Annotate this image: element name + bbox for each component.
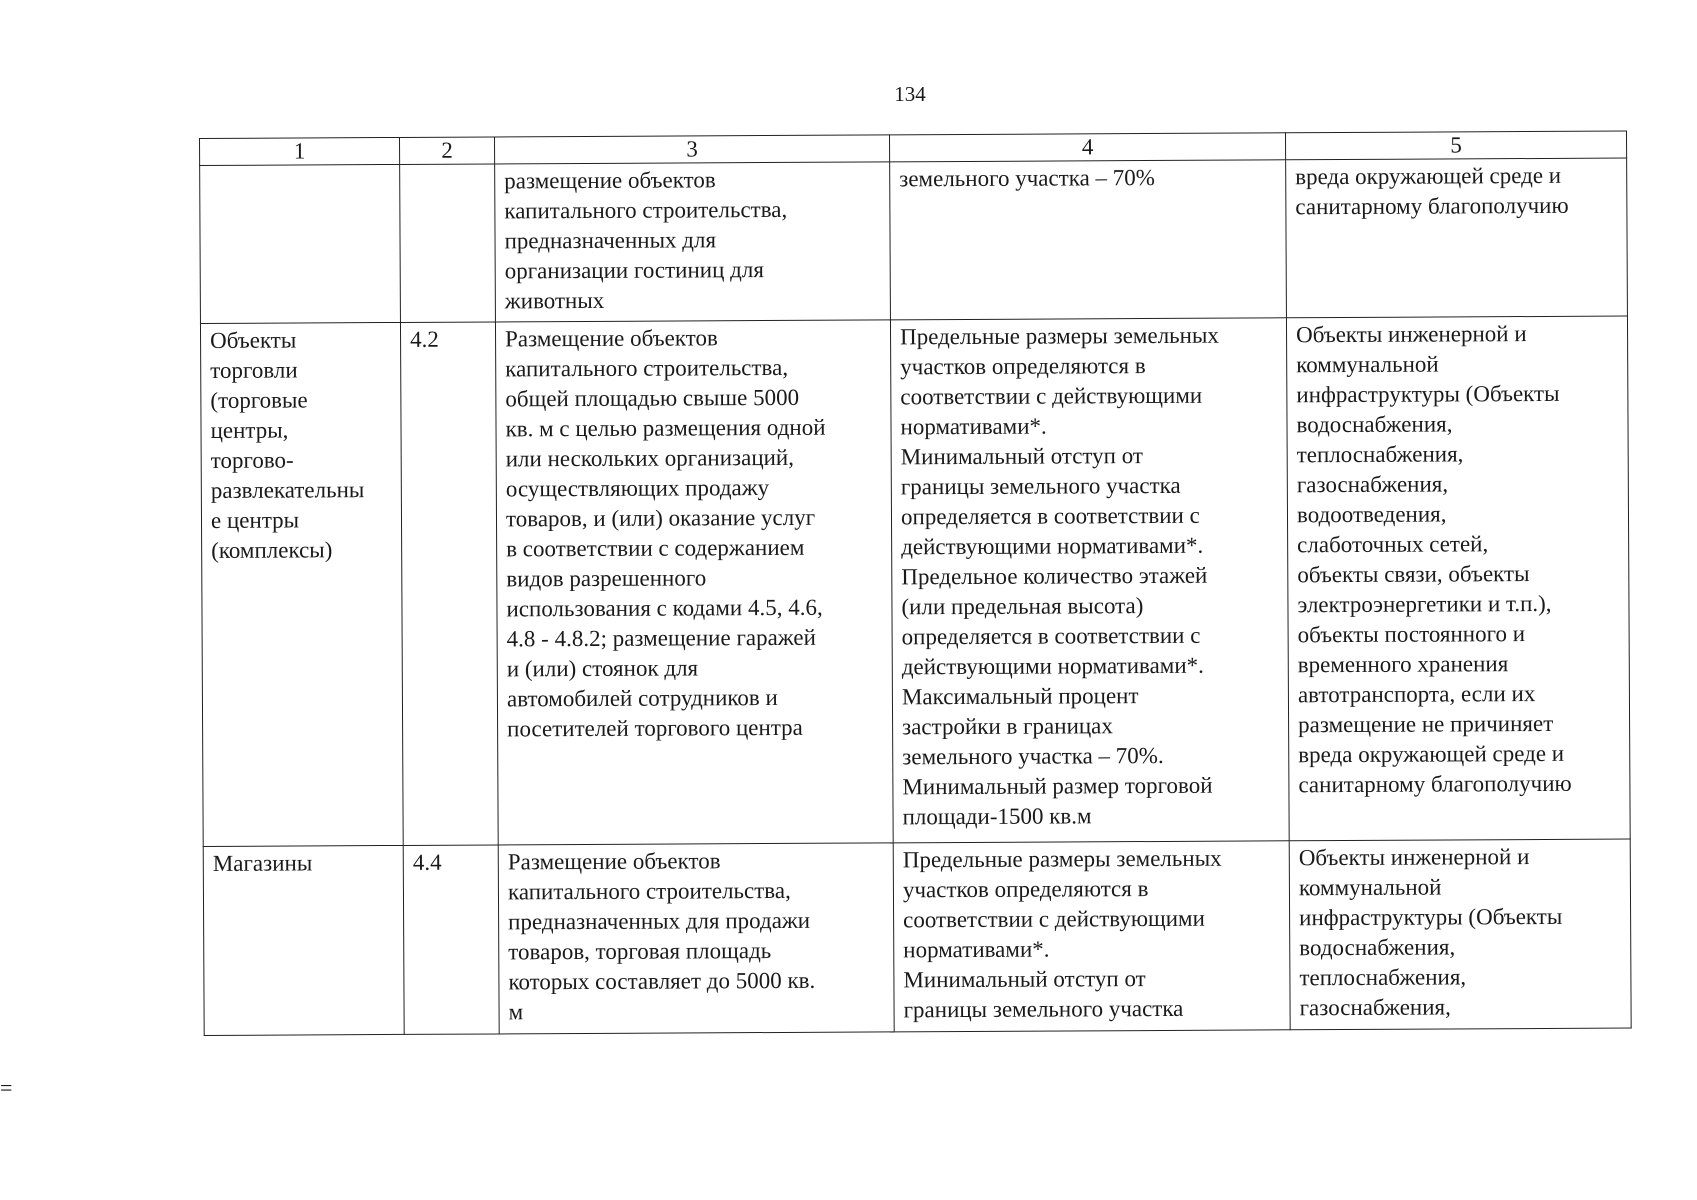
use-name-cell <box>200 164 401 323</box>
table-row <box>200 158 1628 323</box>
column-header: 3 <box>494 135 889 164</box>
column-header: 4 <box>889 133 1285 162</box>
use-code-cell <box>400 164 496 322</box>
column-header: 1 <box>200 137 400 165</box>
page-number: 134 <box>894 82 926 106</box>
column-header: 5 <box>1285 131 1626 160</box>
parameters-cell: Предельные размеры земельных участков определяются в соответствии с действующими нормативами*. Минимальный отступ от границы земельного участка <box>893 841 1290 1032</box>
parameters-cell: земельного участка – 70% <box>890 160 1287 320</box>
land-use-table <box>199 131 1632 1036</box>
auxiliary-uses-cell: вреда окружающей среде и санитарному благополучию <box>1286 158 1628 318</box>
parameters-cell: Предельные размеры земельных участков определяются в соответствии с действующими нормативами*. Минимальный отступ от границы земельного участка определяется в соответствии с действующими нормативами*. Предельное количество этажей (или предельная высота) определяется в соответствии с действующими нормативами*. Максимальный процент застройки в границах земельного участка – 70%. Минимальный размер торговой площади-1500 кв.м <box>890 318 1289 843</box>
use-code-cell: 4.2 <box>400 322 498 845</box>
use-code-cell: 4.4 <box>403 845 499 1034</box>
column-header: 2 <box>399 137 494 164</box>
use-name-cell: Объекты торговли (торговые центры, торгово- развлекательны е центры (комплексы) <box>200 322 403 846</box>
use-name-cell: Магазины <box>203 845 404 1035</box>
table-row <box>200 316 1630 846</box>
use-description-cell: Размещение объектов капитального строительства, предназначенных для продажи товаров, торговая площадь которых составляет до 5000 кв. м <box>498 843 894 1034</box>
use-description-cell: Размещение объектов капитального строительства, общей площадью свыше 5000 кв. м с целью размещения одной или нескольких организаций, осуществляющих продажу товаров, и (или) оказание услуг в соответствии с содержанием видов разрешенного использования с кодами 4.5, 4.6, 4.8 - 4.8.2; размещение гаражей и (или) стоянок для автомобилей сотрудников и посетителей торгового центра <box>495 320 893 845</box>
auxiliary-uses-cell: Объекты инженерной и коммунальной инфраструктуры (Объекты водоснабжения, теплоснабжения, газоснабжения, водоотведения, слаботочных сетей, объекты связи, объекты электроэнергетики и т.п.), объекты постоянного и временного хранения автотранспорта, если их размещение не причиняет вреда окружающей среде и санитарному благополучию <box>1286 316 1630 841</box>
table-row <box>203 839 1631 1035</box>
margin-mark: = <box>0 1075 13 1100</box>
use-description-cell: размещение объектов капитального строительства, предназначенных для организации гостиниц для животных <box>495 162 891 322</box>
auxiliary-uses-cell: Объекты инженерной и коммунальной инфраструктуры (Объекты водоснабжения, теплоснабжения, газоснабжения, <box>1289 839 1631 1030</box>
